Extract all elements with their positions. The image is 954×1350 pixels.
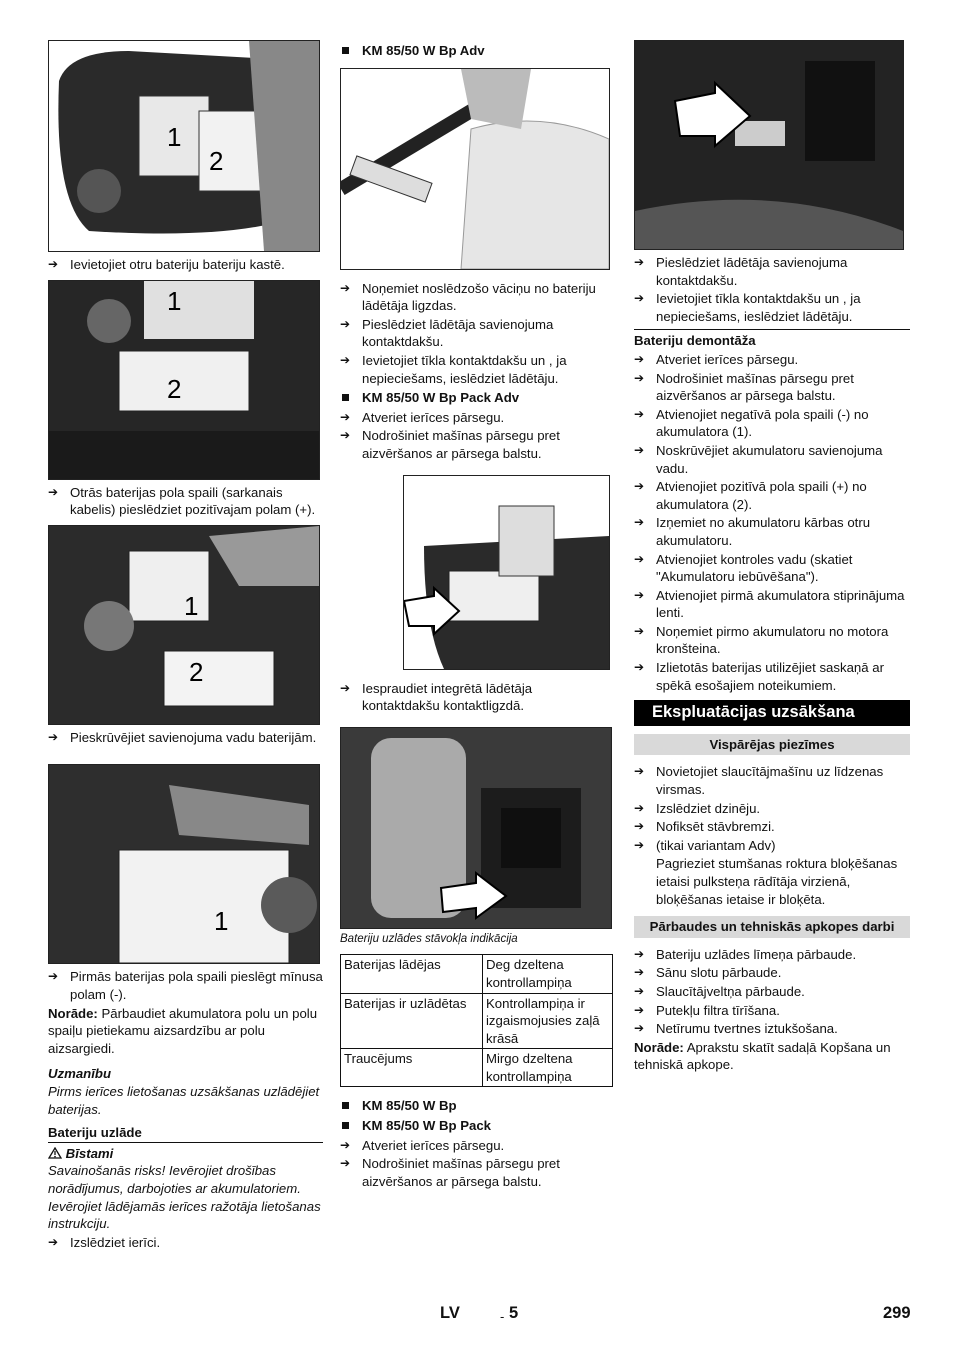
photo-illustration bbox=[49, 526, 319, 724]
maintenance-step: ➔ Netīrumu tvertnes iztukšošana. bbox=[634, 1021, 838, 1037]
arrow-icon: ➔ bbox=[634, 442, 645, 457]
arrow-icon: ➔ bbox=[634, 800, 645, 815]
table-row: Traucējums Mirgo dzeltena kontrollampiņa bbox=[341, 1049, 613, 1087]
general-extra: Pagrieziet stumšanas roktura bloķēšanas ietaisi pulksteņa rādītāja virzienā, bloķēšanas ietaise ir bloķēta. bbox=[656, 856, 898, 907]
charge-indicator-table bbox=[340, 954, 613, 1087]
photo-illustration bbox=[341, 728, 611, 928]
callout-1: 1 bbox=[214, 906, 229, 937]
arrow-icon: ➔ bbox=[340, 1156, 351, 1171]
charge-heading: Bateriju uzlāde bbox=[48, 1125, 142, 1141]
step-switch-off: ➔ Izslēdziet ierīci. bbox=[48, 1234, 161, 1250]
maintenance-step: ➔ Sānu slotu pārbaude. bbox=[634, 965, 782, 981]
general-title: Vispārējas piezīmes bbox=[634, 734, 910, 756]
arrow-icon: ➔ bbox=[634, 406, 645, 421]
step-connect-negative: ➔ Pirmās baterijas pola spaili pieslēgt mīnusa polam (-). bbox=[48, 969, 323, 1002]
footer-lang: LV bbox=[440, 1304, 460, 1322]
arrow-icon: ➔ bbox=[340, 1137, 351, 1152]
arrow-icon: ➔ bbox=[634, 1021, 645, 1036]
callout-1: 1 bbox=[167, 285, 182, 316]
footer-page-total: 299 bbox=[883, 1304, 911, 1322]
removal-step: ➔ Izlietotās baterijas utilizējiet saskaņā ar spēkā esošajiem noteikumiem. bbox=[634, 660, 884, 693]
section-title: Ekspluatācijas uzsākšana bbox=[634, 700, 910, 726]
danger-label: Bīstami bbox=[48, 1145, 323, 1163]
model-heading: KM 85/50 W Bp Adv bbox=[340, 42, 613, 60]
arrow-icon: ➔ bbox=[340, 409, 351, 424]
maintenance-step: ➔ Putekļu filtra tīrīšana. bbox=[634, 1002, 780, 1018]
photo-illustration bbox=[404, 476, 609, 669]
arrow-icon: ➔ bbox=[340, 428, 351, 443]
arrow-icon: ➔ bbox=[634, 479, 645, 494]
general-step: ➔ Novietojiet slaucītājmašīnu uz līdzenas virsmas. bbox=[634, 764, 884, 798]
general-step: ➔ Izslēdziet dzinēju. bbox=[634, 800, 761, 816]
step-insert-battery: ➔ Ievietojiet otru bateriju bateriju kastē. bbox=[48, 257, 285, 272]
caution-text: Pirms ierīces lietošanas uzsākšanas uzlādējiet baterijas. bbox=[48, 1083, 320, 1117]
arrow-icon: ➔ bbox=[634, 660, 645, 675]
callout-1: 1 bbox=[167, 122, 182, 152]
arrow-icon: ➔ bbox=[634, 551, 645, 566]
photo-connect-negative bbox=[48, 764, 320, 964]
column-1 bbox=[48, 40, 323, 1252]
callout-2: 2 bbox=[167, 373, 182, 404]
arrow-icon: ➔ bbox=[48, 969, 59, 984]
step-mains-plug: ➔ Ievietojiet tīkla kontaktdakšu un , ja nepieciešams, ieslēdziet lādētāju. bbox=[340, 352, 567, 386]
removal-heading: Bateriju demontāža bbox=[634, 333, 756, 349]
removal-step: ➔ Atvienojiet pozitīvā pola spaili (+) no akumulatora (2). bbox=[634, 479, 867, 512]
arrow-icon: ➔ bbox=[634, 515, 645, 530]
model-heading: KM 85/50 W Bp Pack Adv bbox=[340, 389, 613, 407]
step-secure-cover: ➔ Nodrošiniet mašīnas pārsegu pret aizvēršanos ar pārsega balstu. bbox=[340, 1156, 560, 1189]
removal-step: ➔ Atveriet ierīces pārsegu. bbox=[634, 351, 799, 367]
arrow-icon: ➔ bbox=[48, 484, 59, 499]
arrow-icon: ➔ bbox=[634, 819, 645, 834]
step-screw-cable: ➔ Pieskrūvējiet savienojuma vadu baterijām. bbox=[48, 729, 317, 745]
general-step: ➔ Nofiksēt stāvbremzi. bbox=[634, 819, 775, 835]
photo-charger-plug bbox=[634, 40, 904, 250]
removal-steps bbox=[634, 351, 910, 694]
arrow-icon: ➔ bbox=[634, 623, 645, 638]
table-row: Baterijas lādējas Deg dzeltena kontrollampiņa bbox=[341, 955, 613, 993]
model-heading: KM 85/50 W Bp Pack bbox=[340, 1117, 613, 1135]
removal-step: ➔ Atvienojiet kontroles vadu (skatiet "Akumulatoru iebūvēšana"). bbox=[634, 551, 853, 585]
arrow-icon: ➔ bbox=[634, 255, 645, 269]
arrow-icon: ➔ bbox=[634, 370, 645, 385]
caution-label: Uzmanību bbox=[48, 1066, 112, 1082]
photo-connect-positive bbox=[48, 280, 320, 480]
photo-illustration bbox=[635, 41, 903, 249]
step-connect-positive: ➔ Otrās baterijas pola spaili (sarkanais kabelis) pieslēdziet pozitīvajam polam (+). bbox=[48, 484, 316, 518]
arrow-icon: ➔ bbox=[634, 351, 645, 366]
arrow-icon: ➔ bbox=[634, 291, 645, 306]
removal-step: ➔ Izņemiet no akumulatoru kārbas otru akumulatoru. bbox=[634, 515, 871, 548]
arrow-icon: ➔ bbox=[48, 257, 59, 271]
photo-illustration bbox=[49, 765, 319, 963]
arrow-icon: ➔ bbox=[634, 587, 645, 602]
general-step: ➔ (tikai variantam Adv) bbox=[634, 837, 776, 853]
callout-2: 2 bbox=[189, 656, 204, 687]
step-plug-integrated: ➔ Iespraudiet integrētā lādētāja kontaktdakšu kontaktligzdā. bbox=[340, 680, 533, 714]
removal-step: ➔ Atvienojiet negatīvā pola spaili (-) no akumulatora (1). bbox=[634, 406, 869, 440]
callout-2: 2 bbox=[209, 146, 224, 176]
arrow-icon: ➔ bbox=[340, 316, 351, 331]
warning-icon bbox=[48, 1147, 62, 1159]
removal-step: ➔ Atvienojiet pirmā akumulatora stiprinājuma lenti. bbox=[634, 587, 905, 621]
arrow-icon: ➔ bbox=[634, 764, 645, 779]
arrow-icon: ➔ bbox=[634, 1002, 645, 1017]
step-open-cover: ➔ Atveriet ierīces pārsegu. bbox=[340, 1137, 505, 1153]
column-2 bbox=[340, 40, 613, 1191]
arrow-icon: ➔ bbox=[634, 983, 645, 998]
maintenance-step: ➔ Slaucītājveltņa pārbaude. bbox=[634, 983, 805, 999]
step-mains-plug: ➔ Ievietojiet tīkla kontaktdakšu un , ja nepieciešams, ieslēdziet lādētāju. bbox=[634, 291, 861, 324]
step-connect-plug: ➔ Pieslēdziet lādētāja savienojuma kontaktdakšu. bbox=[634, 255, 848, 288]
general-steps bbox=[634, 763, 910, 854]
footer-page-local: 5 bbox=[509, 1304, 519, 1322]
photo-screw-cable bbox=[48, 525, 320, 725]
column-3 bbox=[634, 40, 910, 1074]
arrow-icon: ➔ bbox=[48, 1234, 59, 1249]
model-heading: KM 85/50 W Bp bbox=[340, 1097, 613, 1115]
step-secure-cover: ➔ Nodrošiniet mašīnas pārsegu pret aizvēršanos ar pārsega balstu. bbox=[340, 428, 560, 461]
photo-caption: Bateriju uzlādes stāvokļa indikācija bbox=[340, 932, 518, 945]
arrow-icon: ➔ bbox=[340, 352, 351, 367]
step-connect-plug: ➔ Pieslēdziet lādētāja savienojuma kontaktdakšu. bbox=[340, 316, 554, 350]
photo-charger-socket bbox=[340, 68, 610, 270]
arrow-icon: ➔ bbox=[634, 837, 645, 852]
maintenance-title: Pārbaudes un tehniskās apkopes darbi bbox=[634, 916, 910, 938]
arrow-icon: ➔ bbox=[634, 965, 645, 980]
callout-1: 1 bbox=[184, 590, 199, 621]
removal-step: ➔ Noskrūvējiet akumulatoru savienojuma vadu. bbox=[634, 442, 883, 476]
arrow-icon: ➔ bbox=[340, 280, 351, 295]
maintenance-steps bbox=[634, 946, 910, 1038]
photo-illustration bbox=[49, 41, 319, 251]
arrow-icon: ➔ bbox=[340, 680, 351, 695]
photo-insert-second-battery bbox=[48, 40, 320, 252]
arrow-icon: ➔ bbox=[634, 946, 645, 961]
removal-step: ➔ Noņemiet pirmo akumulatoru no motora kronšteina. bbox=[634, 623, 889, 657]
maintenance-step: ➔ Bateriju uzlādes līmeņa pārbaude. bbox=[634, 946, 857, 962]
note: Norāde: Pārbaudiet akumulatora polu un polu spaiļu pietiekamu aizsardzību ar polu aizsargiedi. bbox=[48, 1005, 318, 1056]
photo-integrated-charger bbox=[403, 475, 610, 670]
step-open-cover: ➔ Atveriet ierīces pārsegu. bbox=[340, 409, 505, 425]
photo-illustration bbox=[49, 281, 319, 479]
step-remove-cap: ➔ Noņemiet noslēdzošo vāciņu no bateriju lādētāja ligzdas. bbox=[340, 280, 596, 314]
danger-text: Savainošanās risks! Ievērojiet drošības norādījumus, darbojoties ar akumulatoriem. Ievērojiet lādējamās ierīces ražotāja lietošanas instrukciju. bbox=[48, 1163, 321, 1232]
photo-charge-indicator bbox=[340, 727, 612, 929]
removal-step: ➔ Nodrošiniet mašīnas pārsegu pret aizvēršanos ar pārsega balstu. bbox=[634, 370, 854, 404]
photo-illustration bbox=[341, 69, 609, 269]
arrow-icon: ➔ bbox=[48, 729, 59, 744]
footer-sep: - bbox=[500, 1309, 505, 1324]
note: Norāde: Aprakstu skatīt sadaļā Kopšana un tehniskā apkope. bbox=[634, 1039, 891, 1073]
table-row: Baterijas ir uzlādētas Kontrollampiņa ir izgaismojusies zaļā krāsā bbox=[341, 993, 613, 1049]
